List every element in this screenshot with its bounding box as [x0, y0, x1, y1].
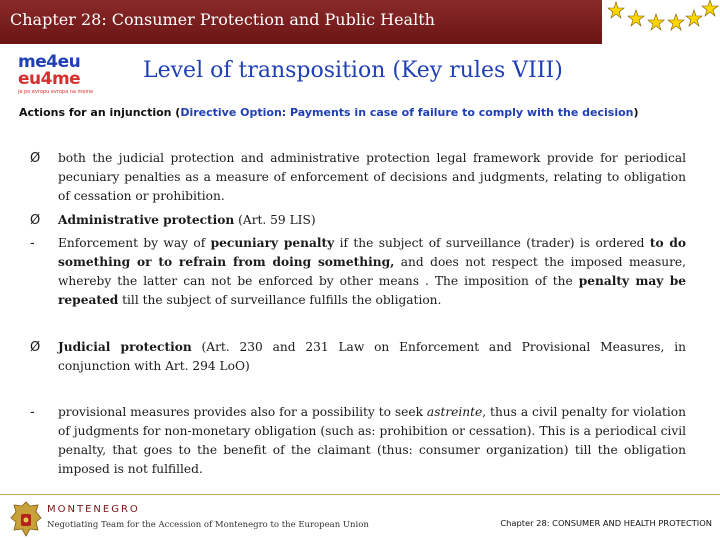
footer-country: MONTENEGRO: [47, 504, 140, 515]
bullet-plain: (Art. 59 LIS): [234, 213, 316, 227]
logo-eu4: eu4: [18, 69, 52, 89]
header-bar: [0, 0, 720, 44]
arrow-bullet-icon: Ø: [30, 340, 41, 355]
bullet-framework: [30, 149, 686, 206]
dash-bullet-icon: -: [30, 236, 35, 251]
arrow-bullet-icon: Ø: [30, 213, 41, 228]
bullet-judicial-protection: [30, 338, 686, 376]
me4eu-logo: [18, 54, 108, 96]
dash-plain-3: and does not respect the imposed measure, whereby the latter can not be enforced by other means . The imposition of the: [58, 255, 687, 288]
footer-chapter: Chapter 28: CONSUMER AND HEALTH PROTECTION: [500, 518, 712, 528]
dash-plain-1: Enforcement by way of: [58, 236, 211, 250]
logo-me: me: [51, 69, 81, 89]
dash-text: [58, 403, 686, 479]
dash-plain-1: provisional measures provides also for a possibility to seek: [58, 405, 427, 419]
footer-team: Negotiating Team for the Accession of Montenegro to the European Union: [47, 520, 369, 530]
bullet-text: [58, 211, 686, 230]
subtitle-close: ): [633, 106, 639, 119]
subtitle-option: Directive Option: Payments in case of failure to comply with the decision: [180, 106, 634, 119]
dash-plain-2: if the subject of surveillance (trader) is ordered: [334, 236, 650, 250]
dash-pecuniary-penalty: [30, 234, 686, 310]
dash-bullet-icon: -: [30, 405, 35, 420]
dash-provisional-measures: [30, 403, 686, 479]
logo-me4: me4: [18, 52, 58, 72]
footer-divider: [0, 494, 720, 495]
bullet-text: both the judicial protection and administrative protection legal framework provide for periodical pecuniary penalties as a measure of enforcement of decisions and judgments, relating to obligation of cessation or prohibition.: [58, 151, 686, 203]
dash-bold-1: pecuniary penalty: [210, 236, 335, 250]
subtitle-lead: Actions for an injunction (: [19, 106, 181, 119]
montenegro-coat-of-arms-icon: [8, 500, 44, 538]
logo-line-2: [18, 71, 108, 88]
bullet-administrative-protection: [30, 211, 686, 230]
dash-text: [58, 234, 686, 310]
arrow-bullet-icon: Ø: [30, 151, 41, 166]
dash-bold-2: to do something or to refrain from doing something,: [58, 236, 687, 269]
logo-eu: eu: [57, 52, 81, 72]
bullet-bold: Judicial protection: [58, 340, 192, 354]
dash-plain-2: , thus a civil penalty for violation of judgments for non-monetary obligation (such as: prohibition or cessation). This is a periodical civil penalty, that goes to the benefit of the claimant (thus: consumer organization) till the obligation imposed is not fulfilled.: [58, 405, 686, 476]
eu-stars-icon: [602, 0, 720, 44]
slide-subtitle: [19, 106, 709, 119]
bullet-plain: (Art. 230 and 231 Law on Enforcement and Provisional Measures, in conjunction with Art. 294 LoO): [58, 340, 686, 373]
logo-tagline: je po evropu evropa na meine: [18, 89, 94, 95]
dash-bold-3: penalty may be repeated: [58, 274, 686, 307]
chapter-title: Chapter 28: Consumer Protection and Public Health: [10, 10, 435, 29]
dash-italic: astreinte: [426, 405, 483, 419]
dash-plain-4: till the subject of surveillance fulfills the obligation.: [118, 293, 442, 307]
bullet-text: [58, 338, 686, 376]
bullet-bold: Administrative protection: [58, 213, 235, 227]
slide-title: Level of transposition (Key rules VIII): [143, 58, 563, 83]
